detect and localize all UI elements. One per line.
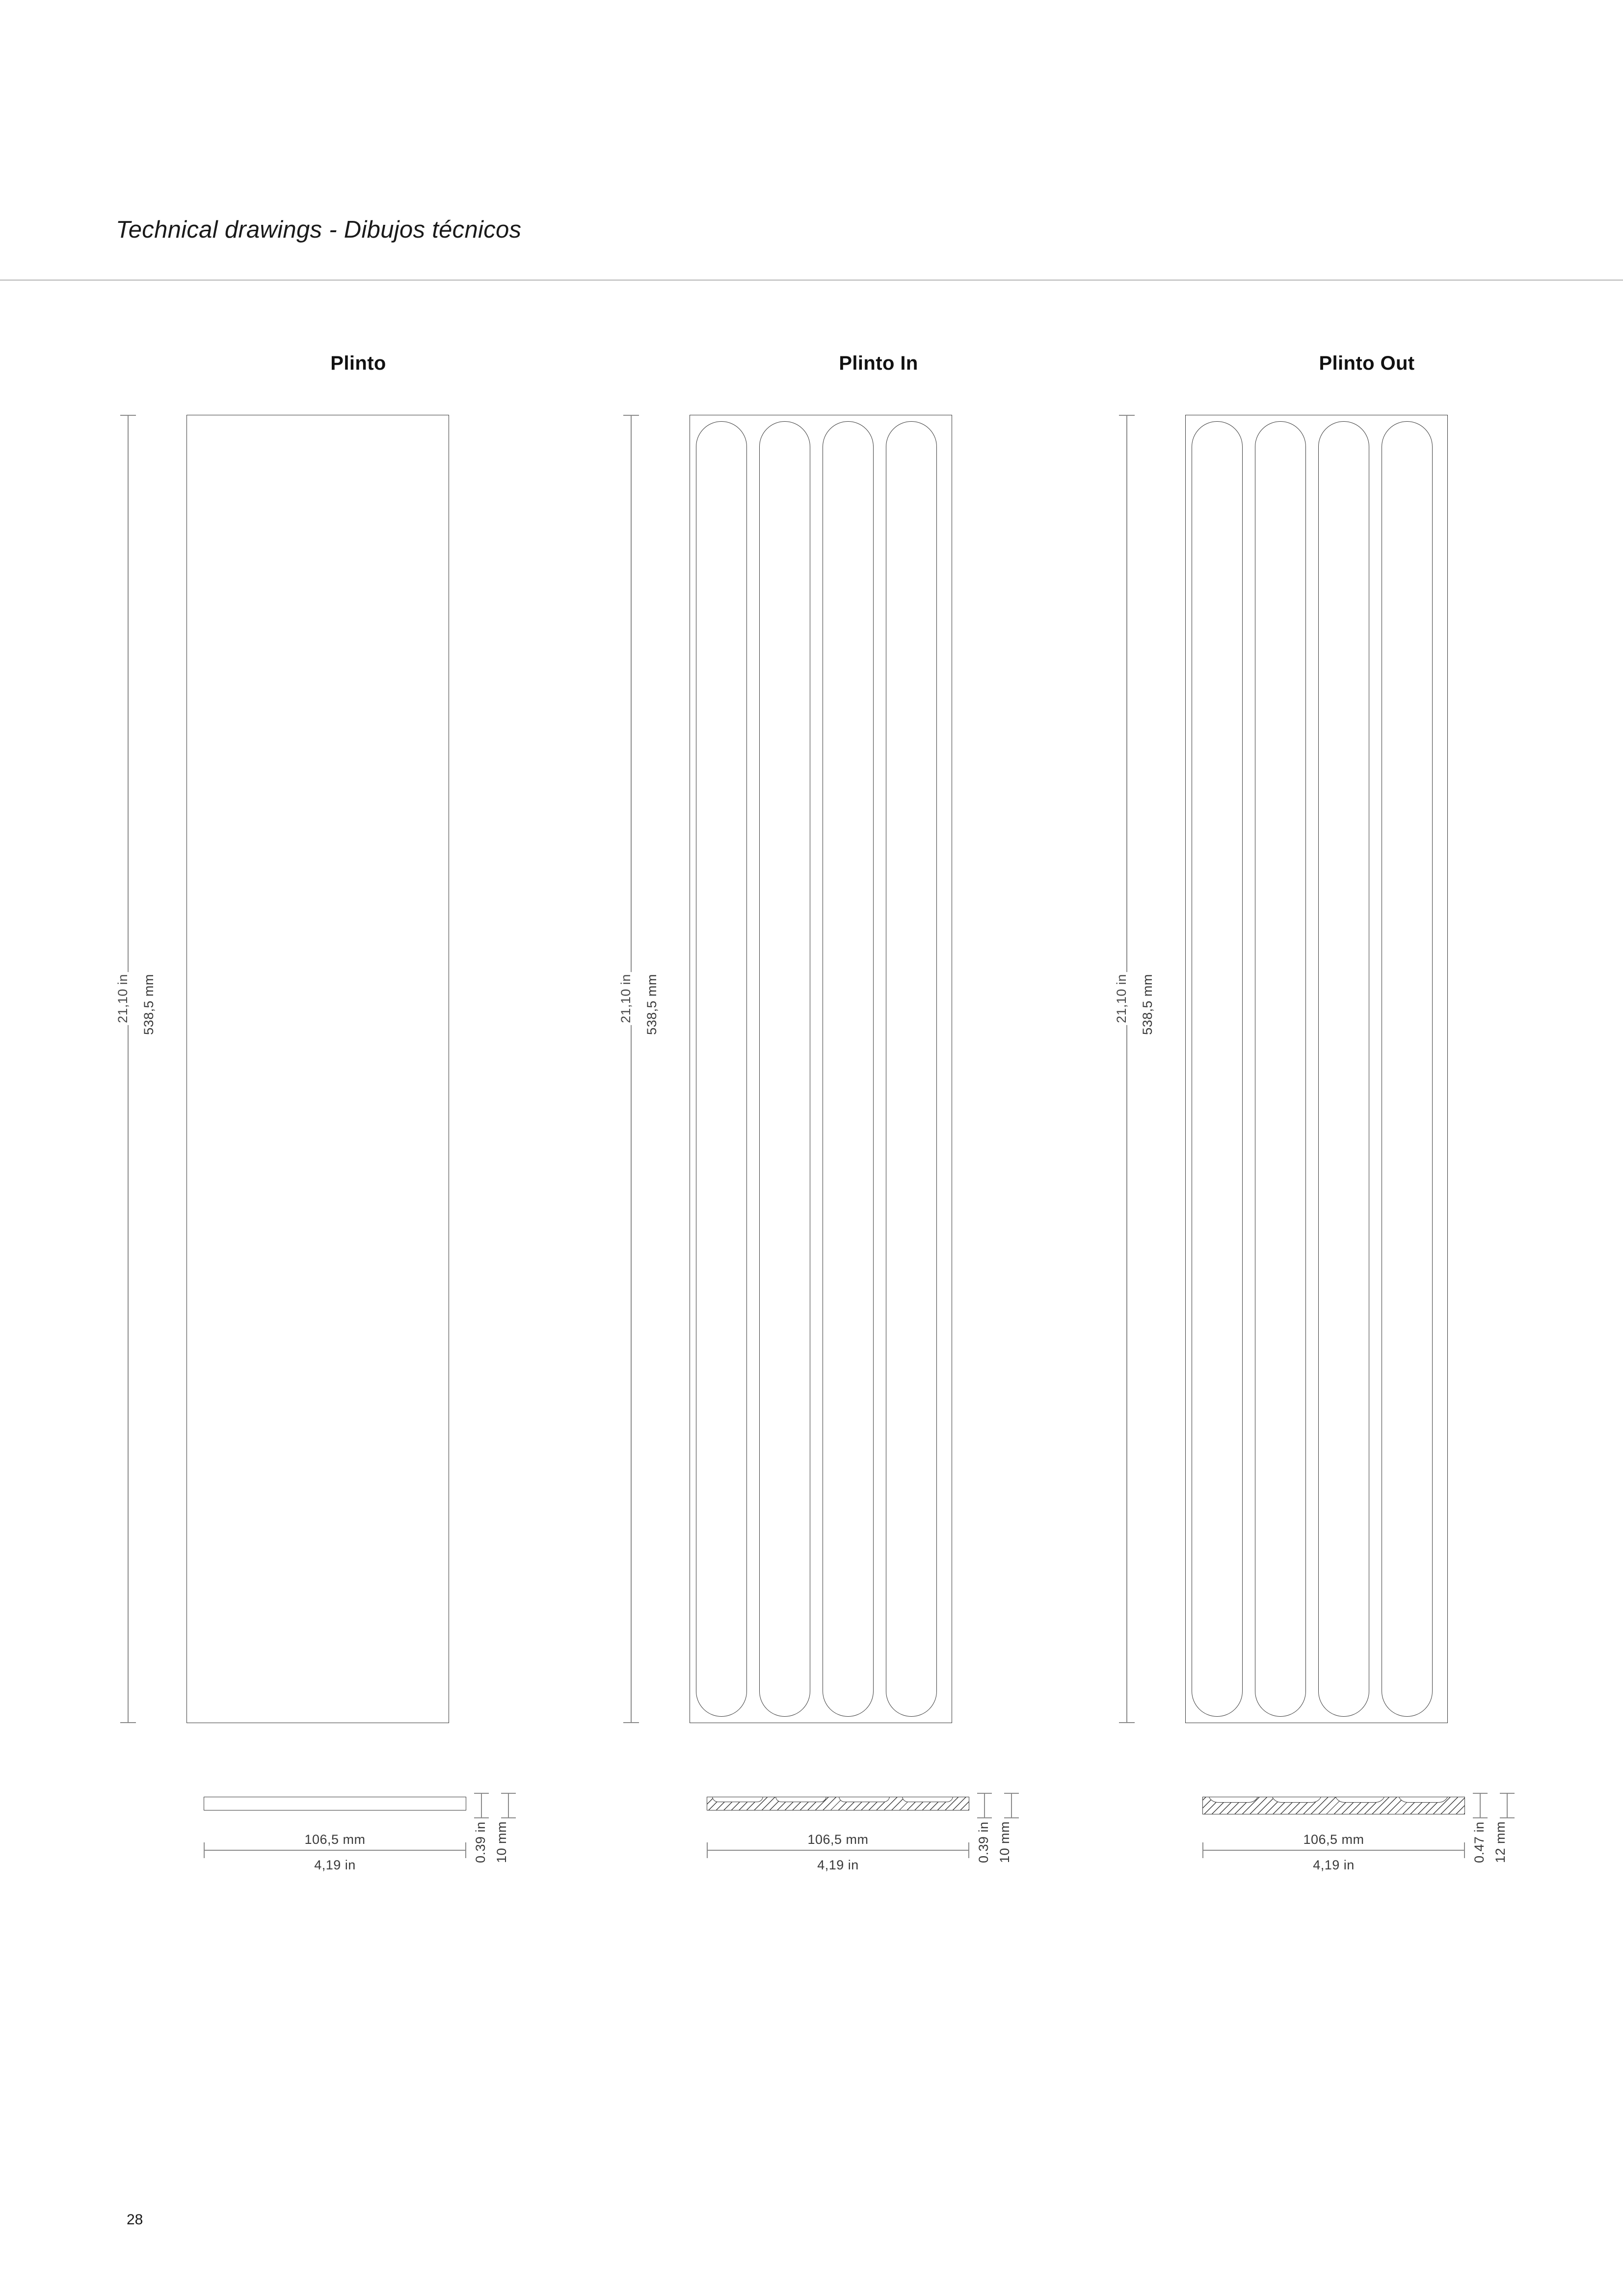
thickness-dimension-line-inner (1480, 1793, 1481, 1818)
thickness-label-in: 0.39 in (473, 1821, 488, 1864)
profile-outline (204, 1797, 466, 1810)
ridge (1271, 1797, 1322, 1803)
width-label-in: 4,19 in (817, 1858, 859, 1872)
groove (775, 1797, 826, 1802)
ridge (1334, 1797, 1385, 1803)
slat (696, 421, 747, 1717)
height-dimension-labels (618, 972, 660, 1037)
thickness-dimension-line-inner (984, 1793, 985, 1818)
ridge (1208, 1797, 1259, 1803)
thickness-dimension-line-outer (1011, 1793, 1012, 1818)
height-label-in: 21,10 in (115, 972, 131, 1025)
thickness-label-mm: 10 mm (494, 1821, 509, 1864)
ridge (1398, 1797, 1449, 1803)
slat (1318, 421, 1369, 1717)
height-dimension-line (631, 415, 632, 1723)
height-label-mm: 538,5 mm (141, 972, 157, 1037)
profile-grooves (707, 1797, 969, 1805)
thickness-label-in: 0.47 in (1472, 1821, 1487, 1864)
width-label-mm: 106,5 mm (304, 1832, 366, 1847)
thickness-dimension-labels (1469, 1821, 1511, 1863)
front-elevation-plinto-out (1185, 415, 1448, 1723)
page-title: Technical drawings - Dibujos técnicos (116, 216, 522, 243)
width-dimension-line (1202, 1850, 1465, 1851)
width-dimension-line (204, 1850, 466, 1851)
page-number: 28 (127, 2212, 143, 2228)
height-label-mm: 538,5 mm (1140, 972, 1155, 1037)
slat (1382, 421, 1433, 1717)
slat (1192, 421, 1243, 1717)
height-label-in: 21,10 in (1114, 972, 1129, 1025)
drawing-title: Plinto In (839, 352, 918, 374)
height-dimension-labels (1114, 972, 1155, 1037)
thickness-label-mm: 12 mm (1493, 1821, 1508, 1864)
thickness-label-mm: 10 mm (997, 1821, 1012, 1864)
width-label-in: 4,19 in (1313, 1858, 1355, 1872)
thickness-dimension-labels (470, 1821, 512, 1863)
thickness-dimension-line-outer (508, 1793, 509, 1818)
section-plinto-out (1180, 1797, 1508, 1944)
thickness-dimension-labels (973, 1821, 1015, 1863)
width-label-mm: 106,5 mm (1303, 1832, 1364, 1847)
groove (902, 1797, 953, 1802)
profile-outline (1202, 1797, 1465, 1814)
section-plinto (182, 1797, 509, 1944)
groove (839, 1797, 890, 1802)
height-dimension-labels (115, 972, 157, 1037)
thickness-dimension-line-inner (481, 1793, 482, 1818)
slat (823, 421, 874, 1717)
drawing-column-plinto (113, 0, 569, 2296)
slat (759, 421, 810, 1717)
groove (712, 1797, 763, 1802)
width-label-mm: 106,5 mm (807, 1832, 869, 1847)
front-elevation-plinto-in (690, 415, 952, 1723)
drawing-title: Plinto Out (1319, 352, 1415, 374)
height-label-in: 21,10 in (618, 972, 634, 1025)
drawing-title: Plinto (330, 352, 386, 374)
drawing-column-plinto-out (1090, 0, 1546, 2296)
slat (886, 421, 937, 1717)
slat (1255, 421, 1306, 1717)
drawing-column-plinto-in (601, 0, 1058, 2296)
thickness-label-in: 0.39 in (976, 1821, 991, 1864)
profile-ridges (1203, 1797, 1464, 1805)
height-dimension-line (1126, 415, 1127, 1723)
height-dimension-line (128, 415, 129, 1723)
thickness-dimension-line-outer (1507, 1793, 1508, 1818)
width-dimension-line (707, 1850, 969, 1851)
profile-outline (707, 1797, 969, 1810)
section-plinto-in (685, 1797, 1012, 1944)
height-label-mm: 538,5 mm (644, 972, 660, 1037)
front-elevation-plinto (186, 415, 449, 1723)
width-label-in: 4,19 in (314, 1858, 356, 1872)
